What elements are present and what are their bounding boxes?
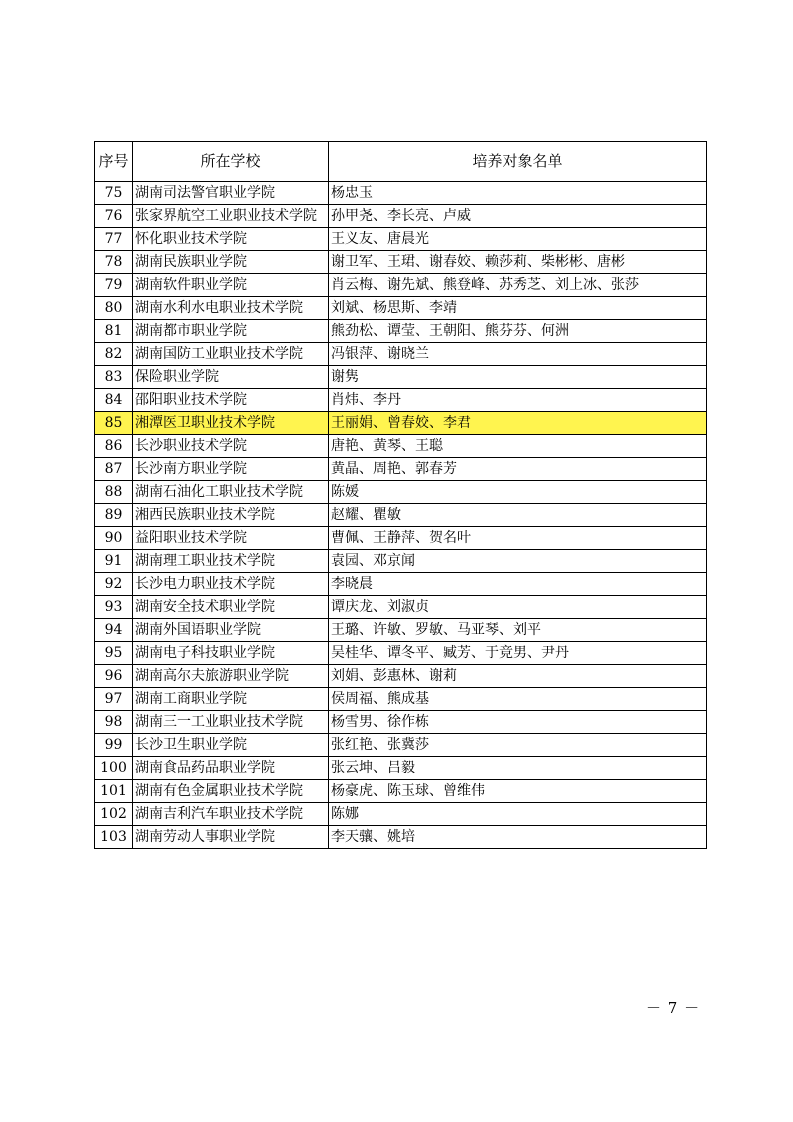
row-serial-number: 79 bbox=[95, 274, 133, 297]
row-school: 长沙卫生职业学院 bbox=[133, 734, 329, 757]
row-serial-number: 98 bbox=[95, 711, 133, 734]
row-school: 湖南有色金属职业技术学院 bbox=[133, 780, 329, 803]
table-body bbox=[95, 182, 707, 849]
row-trainee-names: 肖炜、李丹 bbox=[329, 389, 707, 412]
row-school: 湖南食品药品职业学院 bbox=[133, 757, 329, 780]
table-row bbox=[95, 228, 707, 251]
table-row bbox=[95, 711, 707, 734]
row-school: 湖南高尔夫旅游职业学院 bbox=[133, 665, 329, 688]
row-school: 张家界航空工业职业技术学院 bbox=[133, 205, 329, 228]
row-school: 湖南电子科技职业学院 bbox=[133, 642, 329, 665]
row-trainee-names: 吴桂华、谭冬平、臧芳、于竞男、尹丹 bbox=[329, 642, 707, 665]
row-trainee-names: 曹佩、王静萍、贺名叶 bbox=[329, 527, 707, 550]
row-school: 湖南吉利汽车职业技术学院 bbox=[133, 803, 329, 826]
row-serial-number: 96 bbox=[95, 665, 133, 688]
row-trainee-names: 张云坤、吕毅 bbox=[329, 757, 707, 780]
row-serial-number: 95 bbox=[95, 642, 133, 665]
table-row bbox=[95, 274, 707, 297]
row-serial-number: 99 bbox=[95, 734, 133, 757]
row-school: 湖南外国语职业学院 bbox=[133, 619, 329, 642]
row-serial-number: 102 bbox=[95, 803, 133, 826]
row-serial-number: 103 bbox=[95, 826, 133, 849]
table-row bbox=[95, 481, 707, 504]
row-school: 湖南司法警官职业学院 bbox=[133, 182, 329, 205]
table-row bbox=[95, 803, 707, 826]
row-serial-number: 82 bbox=[95, 343, 133, 366]
row-serial-number: 78 bbox=[95, 251, 133, 274]
row-trainee-names: 熊劲松、谭莹、王朝阳、熊芬芬、何洲 bbox=[329, 320, 707, 343]
row-school: 长沙南方职业学院 bbox=[133, 458, 329, 481]
table-row bbox=[95, 642, 707, 665]
trainee-roster-table bbox=[94, 141, 707, 849]
row-trainee-names: 袁园、邓京闻 bbox=[329, 550, 707, 573]
row-serial-number: 76 bbox=[95, 205, 133, 228]
row-serial-number: 81 bbox=[95, 320, 133, 343]
header-school: 所在学校 bbox=[133, 142, 329, 182]
row-trainee-names: 杨豪虎、陈玉球、曾维伟 bbox=[329, 780, 707, 803]
row-school: 保险职业学院 bbox=[133, 366, 329, 389]
row-serial-number: 92 bbox=[95, 573, 133, 596]
row-serial-number: 77 bbox=[95, 228, 133, 251]
row-school: 湖南石油化工职业技术学院 bbox=[133, 481, 329, 504]
row-school: 湖南安全技术职业学院 bbox=[133, 596, 329, 619]
table-row bbox=[95, 458, 707, 481]
table-row bbox=[95, 573, 707, 596]
row-trainee-names: 李天骧、姚培 bbox=[329, 826, 707, 849]
row-serial-number: 97 bbox=[95, 688, 133, 711]
table-row bbox=[95, 251, 707, 274]
row-trainee-names: 李晓晨 bbox=[329, 573, 707, 596]
row-trainee-names: 王义友、唐晨光 bbox=[329, 228, 707, 251]
table-row bbox=[95, 389, 707, 412]
row-school: 湖南工商职业学院 bbox=[133, 688, 329, 711]
row-school: 湖南都市职业学院 bbox=[133, 320, 329, 343]
row-trainee-names: 陈媛 bbox=[329, 481, 707, 504]
row-school: 湖南三一工业职业技术学院 bbox=[133, 711, 329, 734]
row-trainee-names: 孙甲尧、李长亮、卢威 bbox=[329, 205, 707, 228]
row-serial-number: 89 bbox=[95, 504, 133, 527]
row-school: 长沙职业技术学院 bbox=[133, 435, 329, 458]
row-serial-number: 84 bbox=[95, 389, 133, 412]
table-row bbox=[95, 435, 707, 458]
row-trainee-names: 谢隽 bbox=[329, 366, 707, 389]
header-trainee-list: 培养对象名单 bbox=[329, 142, 707, 182]
row-school: 益阳职业技术学院 bbox=[133, 527, 329, 550]
row-trainee-names: 杨忠玉 bbox=[329, 182, 707, 205]
table-row bbox=[95, 343, 707, 366]
row-serial-number: 101 bbox=[95, 780, 133, 803]
row-serial-number: 86 bbox=[95, 435, 133, 458]
row-school: 怀化职业技术学院 bbox=[133, 228, 329, 251]
row-serial-number: 93 bbox=[95, 596, 133, 619]
row-trainee-names: 谭庆龙、刘淑贞 bbox=[329, 596, 707, 619]
row-trainee-names: 杨雪男、徐作栋 bbox=[329, 711, 707, 734]
row-serial-number: 94 bbox=[95, 619, 133, 642]
row-serial-number: 91 bbox=[95, 550, 133, 573]
table-row bbox=[95, 412, 707, 435]
row-trainee-names: 冯银萍、谢晓兰 bbox=[329, 343, 707, 366]
table-row bbox=[95, 366, 707, 389]
table-row bbox=[95, 619, 707, 642]
row-serial-number: 85 bbox=[95, 412, 133, 435]
row-trainee-names: 刘斌、杨思斯、李靖 bbox=[329, 297, 707, 320]
table-row bbox=[95, 665, 707, 688]
table-row bbox=[95, 205, 707, 228]
row-serial-number: 75 bbox=[95, 182, 133, 205]
header-row bbox=[95, 142, 707, 182]
row-trainee-names: 陈娜 bbox=[329, 803, 707, 826]
table-row bbox=[95, 297, 707, 320]
row-trainee-names: 王璐、许敏、罗敏、马亚琴、刘平 bbox=[329, 619, 707, 642]
header-serial-number: 序号 bbox=[95, 142, 133, 182]
row-serial-number: 88 bbox=[95, 481, 133, 504]
row-trainee-names: 唐艳、黄琴、王聪 bbox=[329, 435, 707, 458]
table-row bbox=[95, 527, 707, 550]
row-serial-number: 83 bbox=[95, 366, 133, 389]
row-trainee-names: 谢卫军、王珺、谢春姣、赖莎莉、柴彬彬、唐彬 bbox=[329, 251, 707, 274]
table-row bbox=[95, 182, 707, 205]
table-row bbox=[95, 320, 707, 343]
row-serial-number: 87 bbox=[95, 458, 133, 481]
row-trainee-names: 赵耀、瞿敏 bbox=[329, 504, 707, 527]
table-row bbox=[95, 734, 707, 757]
row-school: 湘潭医卫职业技术学院 bbox=[133, 412, 329, 435]
row-school: 湖南国防工业职业技术学院 bbox=[133, 343, 329, 366]
row-trainee-names: 王丽娟、曾春姣、李君 bbox=[329, 412, 707, 435]
row-serial-number: 100 bbox=[95, 757, 133, 780]
row-trainee-names: 黄晶、周艳、郭春芳 bbox=[329, 458, 707, 481]
table-row bbox=[95, 596, 707, 619]
table-header bbox=[95, 142, 707, 182]
row-school: 湖南水利水电职业技术学院 bbox=[133, 297, 329, 320]
table-row bbox=[95, 504, 707, 527]
table-row bbox=[95, 780, 707, 803]
row-school: 湘西民族职业技术学院 bbox=[133, 504, 329, 527]
row-school: 湖南劳动人事职业学院 bbox=[133, 826, 329, 849]
row-trainee-names: 侯周福、熊成基 bbox=[329, 688, 707, 711]
row-school: 湖南民族职业学院 bbox=[133, 251, 329, 274]
table-row bbox=[95, 550, 707, 573]
row-serial-number: 90 bbox=[95, 527, 133, 550]
table-row bbox=[95, 688, 707, 711]
row-school: 长沙电力职业技术学院 bbox=[133, 573, 329, 596]
row-school: 湖南软件职业学院 bbox=[133, 274, 329, 297]
table-row bbox=[95, 757, 707, 780]
table-row bbox=[95, 826, 707, 849]
row-trainee-names: 刘娟、彭惠林、谢莉 bbox=[329, 665, 707, 688]
row-serial-number: 80 bbox=[95, 297, 133, 320]
row-school: 邵阳职业技术学院 bbox=[133, 389, 329, 412]
page-number: － 7 － bbox=[646, 999, 701, 1017]
row-trainee-names: 肖云梅、谢先斌、熊登峰、苏秀芝、刘上冰、张莎 bbox=[329, 274, 707, 297]
row-trainee-names: 张红艳、张冀莎 bbox=[329, 734, 707, 757]
row-school: 湖南理工职业技术学院 bbox=[133, 550, 329, 573]
